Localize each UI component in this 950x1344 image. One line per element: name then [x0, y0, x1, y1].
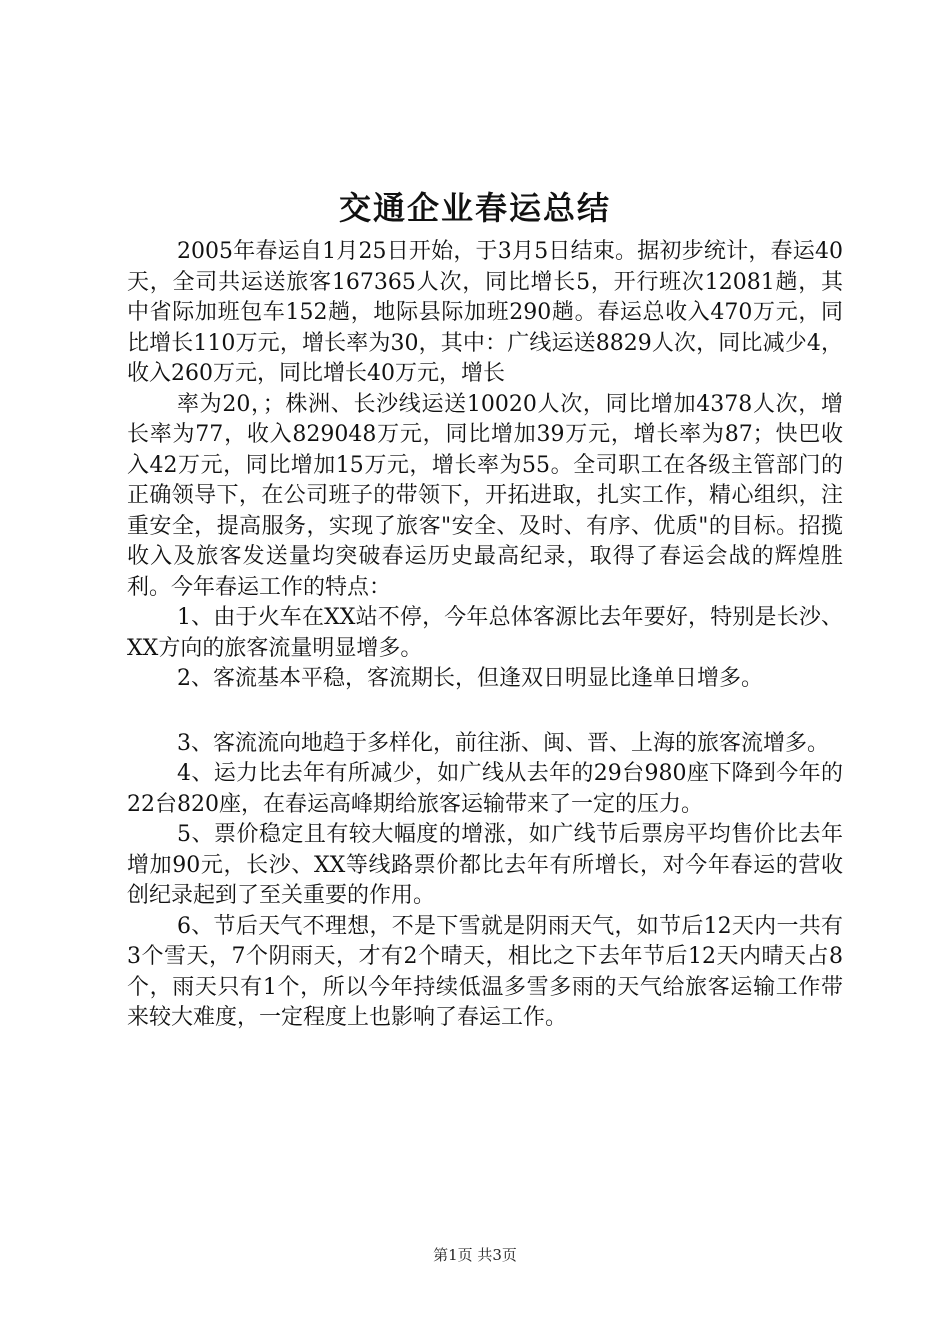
page-number-footer: 第1页 共3页 — [433, 1246, 517, 1264]
document-title: 交通企业春运总结 — [338, 189, 611, 227]
document-body — [127, 237, 843, 1034]
paragraph-feature-1: 1、由于火车在XX站不停，今年总体客源比去年要好，特别是长沙、XX方向的旅客流量明显增多。 — [127, 605, 843, 661]
paragraph-feature-3: 3、客流流向地趋于多样化，前往浙、闽、晋、上海的旅客流增多。 — [177, 730, 829, 756]
paragraph-feature-6: 6、节后天气不理想，不是下雪就是阴雨天气，如节后12天内一共有3个雪天，7个阴雨天，才有2个晴天，相比之下去年节后12天内晴天占8个，雨天只有1个，所以今年持续低温多雪多雨的天气给旅客运输工作带来较大难度，一定程度上也影响了春运工作。 — [127, 913, 843, 1030]
paragraph-summary: 2005年春运自1月25日开始，于3月5日结束。据初步统计，春运40天，全司共运送旅客167365人次，同比增长5，开行班次12081趟，其中省际加班包车152趟，地际县际加班290趟。春运总收入470万元，同比增长110万元，增长率为30，其中：广线运送8829人次，同比减少4，收入260万元，同比增长40万元，增长 — [127, 239, 843, 386]
paragraph-feature-4: 4、运力比去年有所减少，如广线从去年的29台980座下降到今年的22台820座，在春运高峰期给旅客运输带来了一定的压力。 — [127, 761, 843, 817]
paragraph-details: 率为20，；株洲、长沙线运送10020人次，同比增加4378人次，增长率为77，收入829048万元，同比增加39万元，增长率为87；快巴收入42万元，同比增加15万元，增长率为55。全司职工在各级主管部门的正确领导下，在公司班子的带领下，开拓进取，扎实工作，精心组织，注重安全，提高服务，实现了旅客"安全、及时、有序、优质"的目标。招揽收入及旅客发送量均突破春运历史最高纪录，取得了春运会战的辉煌胜利。今年春运工作的特点： — [127, 391, 843, 600]
paragraph-feature-2: 2、客流基本平稳，客流期长，但逢双日明显比逢单日增多。 — [177, 666, 763, 691]
paragraph-feature-5: 5、票价稳定且有较大幅度的增涨，如广线节后票房平均售价比去年增加90元，长沙、XX等线路票价都比去年有所增长，对今年春运的营收创纪录起到了至关重要的作用。 — [127, 822, 843, 908]
